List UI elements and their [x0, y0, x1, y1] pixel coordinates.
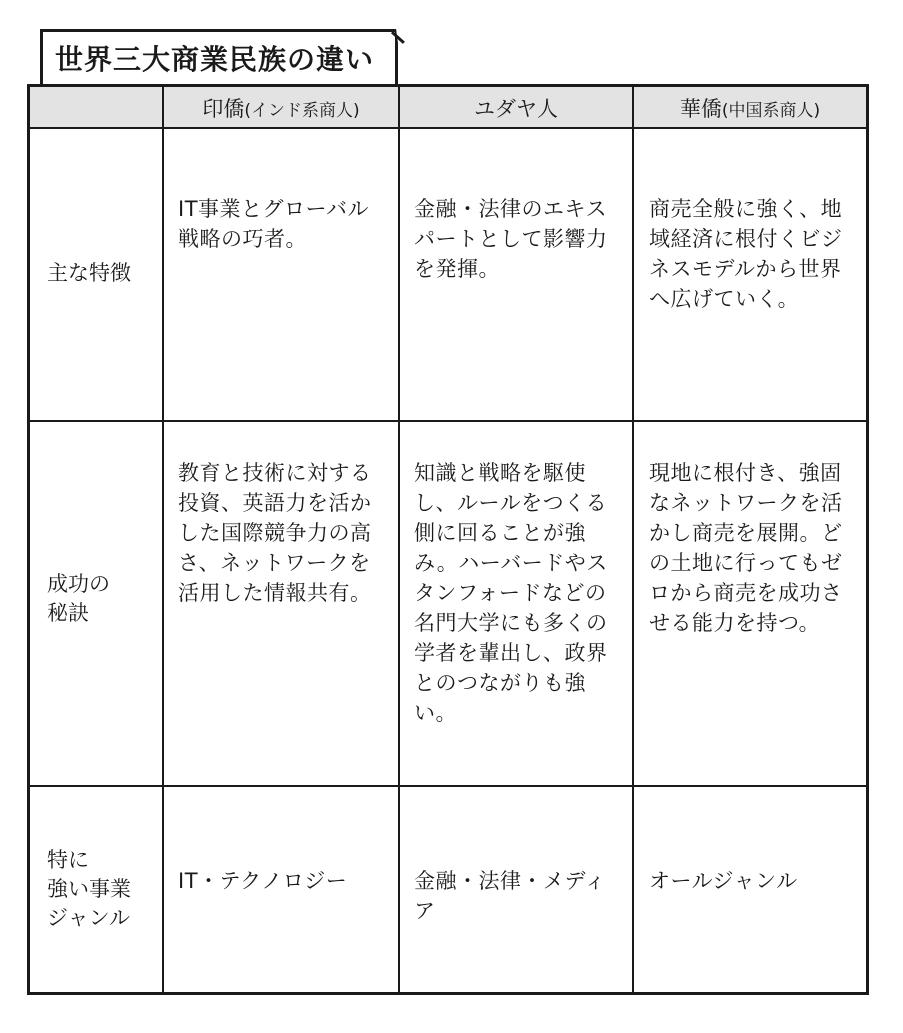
cell-success-secret-chinese: 現地に根付き、強固なネットワークを活かし商売を展開。どの土地に行ってもゼロから商売を成功させる能力を持つ。 — [649, 461, 843, 635]
cell-success-secret-indian: 教育と技術に対する投資、英語力を活かした国際競争力の高さ、ネットワークを活用した情報共有。 — [178, 461, 372, 605]
cell-main-features-chinese: 商売全般に強く、地域経済に根付くビジネスモデルから世界へ広げていく。 — [649, 197, 843, 311]
column-divider — [162, 87, 164, 992]
column-header-jewish: ユダヤ人 — [474, 97, 558, 121]
cell-strong-business-indian: IT・テクノロジー — [178, 869, 348, 893]
column-header-indian: 印僑 (インド系商人) — [202, 97, 360, 121]
cell-main-features-jewish: 金融・法律のエキスパートとして影響力を発揮。 — [414, 197, 608, 281]
row-label-strong-business: 特に 強い事業 ジャンル — [47, 848, 131, 930]
row-divider — [30, 420, 866, 422]
row-divider — [30, 785, 866, 787]
row-label-success-secret: 成功の 秘訣 — [47, 572, 110, 625]
cell-strong-business-chinese: オールジャンル — [649, 869, 798, 893]
cell-success-secret-jewish: 知識と戦略を駆使し、ルールをつくる側に回ることが強み。ハーバードやスタンフォードなどの名門大学にも多くの学者を輩出し、政界とのつながりも強い。 — [414, 461, 608, 725]
column-divider — [632, 87, 634, 992]
cell-strong-business-jewish: 金融・法律・メディア — [414, 869, 606, 923]
comparison-table — [27, 84, 869, 995]
column-divider — [398, 87, 400, 992]
cell-main-features-indian: IT事業とグローバル戦略の巧者。 — [178, 197, 369, 251]
column-header-chinese: 華僑 (中国系商人) — [679, 97, 821, 121]
page-title: 世界三大商業民族の違い — [55, 43, 375, 76]
row-label-main-features: 主な特徴 — [47, 261, 131, 285]
